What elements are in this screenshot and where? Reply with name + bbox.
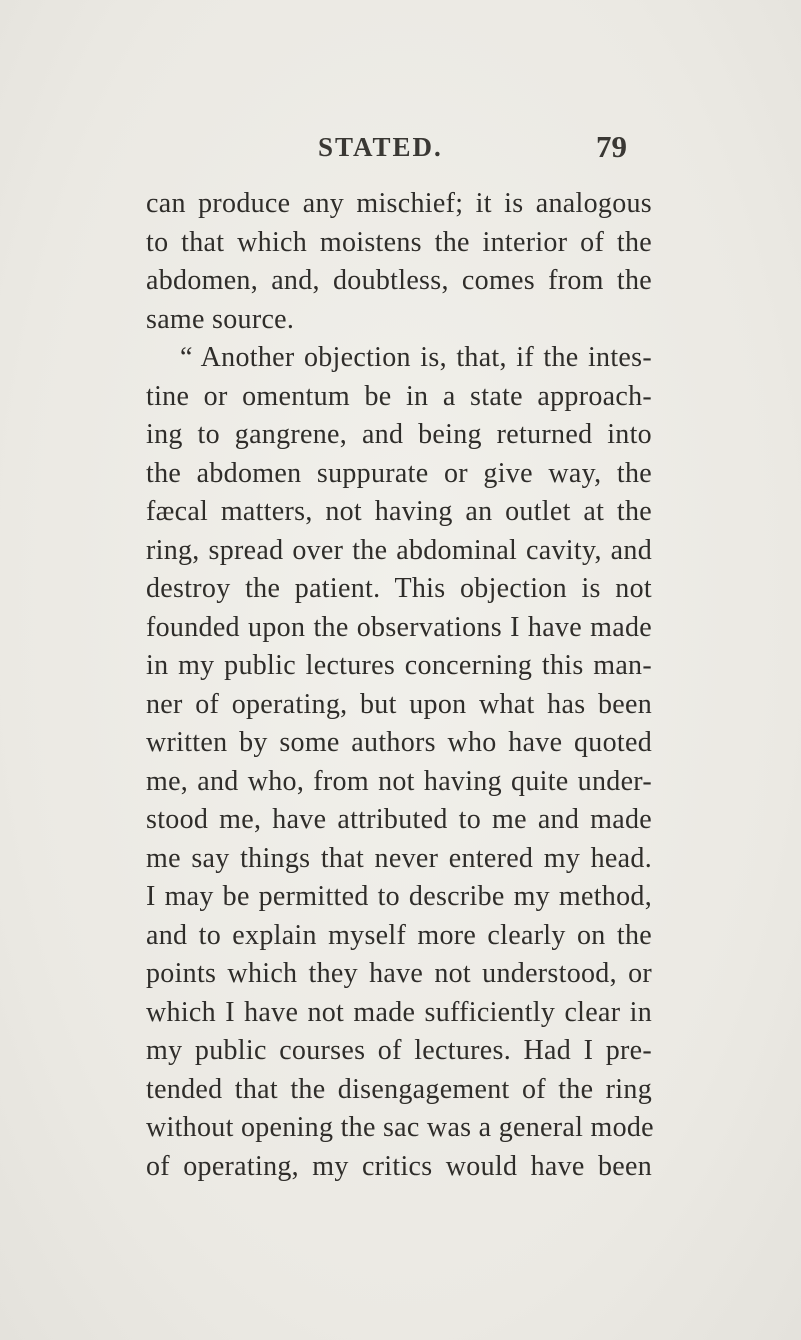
text-line: “ Another objection is, that, if the intes- xyxy=(180,342,652,373)
text-line: stood me, have attributed to me and made xyxy=(146,804,652,835)
text-line: without opening the sac was a general mode xyxy=(146,1112,654,1143)
text-line: my public courses of lectures. Had I pre- xyxy=(146,1035,652,1066)
text-line: ing to gangrene, and being returned into xyxy=(146,419,652,450)
text-line: tine or omentum be in a state approach- xyxy=(146,380,652,412)
body-text xyxy=(146,185,652,1186)
text-line: fæcal matters, not having an outlet at the xyxy=(146,496,652,527)
text-line: and to explain myself more clearly on the xyxy=(146,919,652,951)
text-line: the abdomen suppurate or give way, the xyxy=(146,457,652,489)
page-number: 79 xyxy=(596,129,627,164)
text-line: tended that the disengagement of the ring xyxy=(146,1073,652,1105)
text-line: points which they have not understood, or xyxy=(146,958,652,989)
running-head: STATED. xyxy=(318,132,443,162)
text-line: to that which moistens the interior of the xyxy=(146,226,652,258)
text-line: ring, spread over the abdominal cavity, and xyxy=(146,534,652,566)
text-line: same source. xyxy=(146,303,295,335)
text-line: abdomen, and, doubtless, comes from the xyxy=(146,265,652,296)
text-line: written by some authors who have quoted xyxy=(146,727,652,758)
text-line: founded upon the observations I have made xyxy=(146,611,652,643)
text-line: which I have not made sufficiently clear in xyxy=(146,996,652,1028)
page-header xyxy=(0,129,801,172)
text-line: of operating, my critics would have been xyxy=(146,1150,652,1182)
text-line: me, and who, from not having quite under- xyxy=(146,765,652,797)
text-line: I may be permitted to describe my method, xyxy=(146,881,652,912)
text-line: me say things that never entered my head. xyxy=(146,842,652,874)
text-line: in my public lectures concerning this man- xyxy=(146,650,652,681)
text-line: destroy the patient. This objection is not xyxy=(146,573,652,604)
text-line: ner of operating, but upon what has been xyxy=(146,688,652,720)
text-line: can produce any mischief; it is analogous xyxy=(146,188,652,219)
